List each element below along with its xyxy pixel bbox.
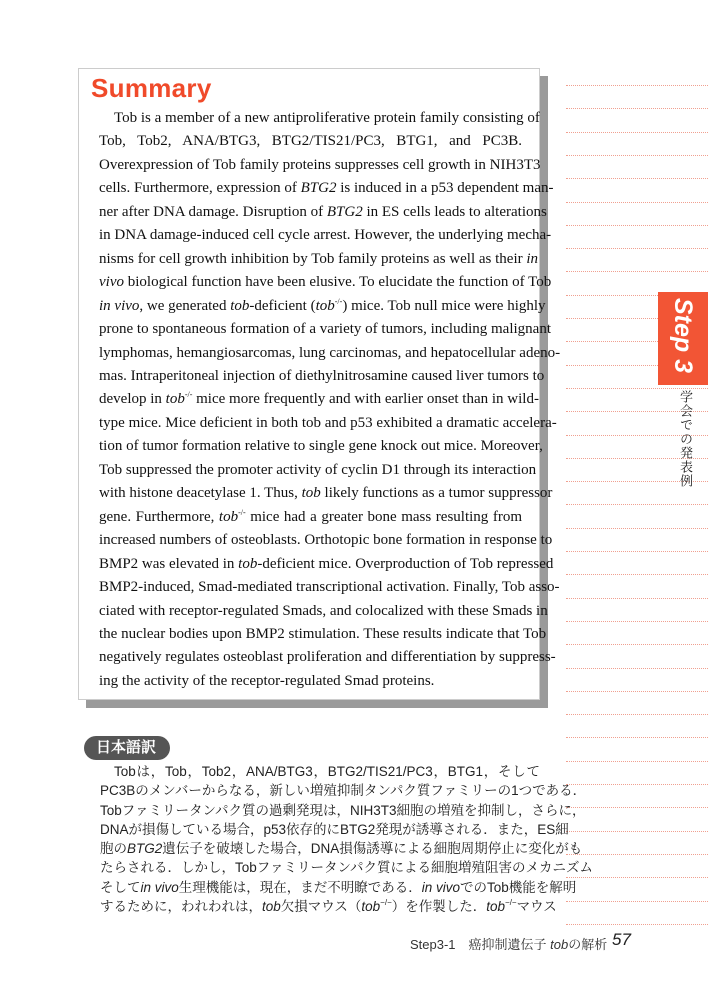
note-rule bbox=[566, 598, 708, 599]
text-segment: Tob, Tob2, ANA/BTG3, BTG2/TIS21/PC3, BTG1, and PC3B. bbox=[99, 133, 522, 150]
text-segment: cells. Furthermore, expression of bbox=[99, 180, 301, 197]
italic-term: vivo bbox=[99, 274, 124, 291]
note-rule bbox=[566, 248, 708, 249]
text-line bbox=[99, 623, 547, 646]
text-line bbox=[99, 318, 551, 341]
italic-term: BTG2 bbox=[326, 203, 363, 220]
text-segment: with histone deacetylase 1. Thus, bbox=[99, 485, 302, 502]
text-segment: lymphomas, hemangiosarcomas, lung carcinomas, and hepatocellular adeno- bbox=[99, 344, 561, 361]
text-line bbox=[99, 201, 547, 224]
text-line bbox=[99, 459, 537, 482]
note-rule bbox=[566, 784, 708, 785]
italic-term: tob bbox=[315, 297, 335, 314]
text-segment: increased numbers of osteoblasts. Orthotopic bone formation in response to bbox=[99, 532, 553, 549]
text-line bbox=[99, 177, 554, 200]
text-line bbox=[99, 130, 522, 153]
note-rule bbox=[566, 388, 708, 389]
note-rule bbox=[566, 644, 708, 645]
text-segment: PC3Bのメンバーからなる，新しい増殖抑制タンパク質ファミリーの1つである． bbox=[100, 783, 587, 799]
note-rule bbox=[566, 807, 708, 808]
italic-term: in vivo bbox=[99, 297, 140, 314]
superscript: -/- bbox=[184, 390, 193, 400]
text-line bbox=[99, 506, 522, 529]
text-line bbox=[99, 482, 553, 505]
text-line bbox=[99, 224, 552, 247]
superscript: -/- bbox=[334, 296, 343, 306]
note-rule bbox=[566, 854, 708, 855]
step-tab-subtitle: 学会での発表例 bbox=[678, 390, 693, 488]
text-segment: するために，われわれは， bbox=[100, 899, 262, 915]
text-segment: 欠損マウス（ bbox=[280, 899, 362, 915]
text-segment: tion of tumor formation relative to single gene knock out mice. Moreover, bbox=[99, 438, 543, 455]
note-rule bbox=[566, 178, 708, 179]
footer-section: Step3-1 癌抑制遺伝子 bbox=[410, 937, 551, 952]
note-rule bbox=[566, 85, 708, 86]
text-segment: でのTob機能を解明 bbox=[460, 879, 577, 895]
text-segment: in ES cells leads to alterations bbox=[362, 203, 547, 220]
running-footer bbox=[410, 934, 607, 953]
text-segment: likely functions as a tumor suppressor bbox=[320, 485, 553, 502]
text-line bbox=[100, 839, 583, 858]
text-segment: in DNA damage-induced cell cycle arrest. However, the underlying mecha- bbox=[99, 227, 552, 244]
text-segment: type mice. Mice deficient in both tob and p53 exhibited a dramatic accelera- bbox=[99, 414, 557, 431]
summary-box bbox=[78, 68, 561, 700]
text-line bbox=[99, 154, 541, 177]
note-rule bbox=[566, 528, 708, 529]
text-segment: is induced in a p53 dependent man- bbox=[336, 180, 554, 197]
summary-body bbox=[99, 107, 561, 693]
page-number: 57 bbox=[612, 930, 631, 949]
footer-suffix: の解析 bbox=[568, 937, 608, 952]
note-rule bbox=[566, 831, 708, 832]
text-line bbox=[99, 670, 522, 693]
step-tab-label: Step 3 bbox=[669, 298, 697, 374]
italic-term: tob bbox=[262, 899, 281, 915]
note-rule bbox=[566, 202, 708, 203]
text-segment: mice had a greater bone mass resulting from bbox=[245, 508, 522, 525]
italic-term: in bbox=[526, 250, 539, 267]
text-segment: 生理機能は，現在，まだ不明瞭である． bbox=[178, 879, 422, 895]
text-segment: develop in bbox=[99, 391, 166, 408]
japanese-translation-badge: 日本語訳 bbox=[84, 736, 170, 760]
text-segment: ner after DNA damage. Disruption of bbox=[99, 203, 327, 220]
text-segment: BMP2-induced, Smad-mediated transcriptional activation. Finally, Tob asso- bbox=[99, 579, 560, 596]
note-rule bbox=[566, 155, 708, 156]
text-segment: mas. Intraperitoneal injection of diethylnitrosamine caused liver tumors to bbox=[99, 367, 545, 384]
superscript: −/− bbox=[380, 898, 392, 908]
text-line bbox=[100, 762, 540, 781]
italic-term: tob bbox=[301, 485, 321, 502]
note-rule bbox=[566, 668, 708, 669]
note-rule bbox=[566, 877, 708, 878]
text-line bbox=[99, 600, 548, 623]
text-segment: ciated with receptor-regulated Smads, and colocalized with these Smads in bbox=[99, 602, 548, 619]
note-rule bbox=[566, 225, 708, 226]
text-line bbox=[99, 107, 540, 130]
footer-gene: tob bbox=[550, 937, 569, 952]
note-rule bbox=[566, 924, 708, 925]
text-segment: マウス bbox=[516, 899, 557, 915]
superscript: -/- bbox=[238, 507, 246, 517]
text-line bbox=[99, 576, 560, 599]
italic-term: in vivo bbox=[421, 879, 461, 895]
note-rule bbox=[566, 271, 708, 272]
note-rule bbox=[566, 574, 708, 575]
text-line bbox=[99, 365, 545, 388]
text-line bbox=[100, 781, 587, 800]
note-rule bbox=[566, 737, 708, 738]
text-line bbox=[99, 388, 539, 411]
text-segment: gene. Furthermore, bbox=[99, 508, 219, 525]
text-line bbox=[99, 342, 561, 365]
japanese-translation-body bbox=[100, 762, 594, 916]
text-segment: Tobファミリータンパク質の過剰発現は，NIH3T3細胞の増殖を抑制し，さらに， bbox=[100, 802, 586, 818]
text-line bbox=[100, 801, 586, 820]
note-rule bbox=[566, 551, 708, 552]
text-segment: -deficient ( bbox=[249, 297, 316, 314]
note-rule bbox=[566, 901, 708, 902]
text-segment: -deficient mice. Overproduction of Tob repressed bbox=[257, 555, 554, 572]
italic-term: tob bbox=[165, 391, 185, 408]
note-rule bbox=[566, 132, 708, 133]
italic-term: in vivo bbox=[140, 879, 179, 895]
text-segment: Overexpression of Tob family proteins suppresses cell growth in NIH3T3 bbox=[99, 156, 541, 173]
text-segment: negatively regulates osteoblast proliferation and differentiation by suppress- bbox=[99, 649, 556, 666]
text-segment: ) mice. Tob null mice were highly bbox=[342, 297, 546, 314]
text-segment: Tob is a member of a new antiproliferative protein family consisting of bbox=[114, 110, 540, 126]
ruled-notes-margin bbox=[566, 0, 708, 1000]
note-rule bbox=[566, 108, 708, 109]
text-line bbox=[99, 646, 556, 669]
text-segment: nisms for cell growth inhibition by Tob family proteins as well as their bbox=[99, 250, 527, 267]
text-segment: mice more frequently and with earlier onset than in wild- bbox=[192, 391, 539, 408]
italic-term: tob bbox=[230, 297, 250, 314]
summary-title: Summary bbox=[91, 73, 212, 103]
italic-term: tob bbox=[218, 508, 239, 525]
note-rule bbox=[566, 714, 708, 715]
text-line bbox=[99, 295, 546, 318]
text-line bbox=[99, 412, 557, 435]
text-line bbox=[99, 248, 539, 271]
text-line bbox=[99, 529, 553, 552]
text-segment: たらされる．しかし，Tobファミリータンパク質による細胞増殖阻害のメカニズム bbox=[100, 860, 594, 876]
italic-term: tob bbox=[238, 555, 258, 572]
text-segment: Tob suppressed the promoter activity of cyclin D1 through its interaction bbox=[99, 461, 537, 478]
text-line bbox=[100, 858, 594, 877]
italic-term: BTG2 bbox=[127, 841, 163, 857]
superscript: −/− bbox=[505, 898, 517, 908]
text-segment: biological function have been elusive. To elucidate the function of Tob bbox=[123, 274, 552, 291]
italic-term: tob bbox=[361, 899, 381, 915]
text-segment: DNAが損傷している場合，p53依存的にBTG2発現が誘導される．また，ES細 bbox=[100, 821, 569, 837]
italic-term: tob bbox=[486, 899, 506, 915]
note-rule bbox=[566, 621, 708, 622]
text-line bbox=[100, 820, 569, 839]
note-rule bbox=[566, 691, 708, 692]
note-rule bbox=[566, 504, 708, 505]
italic-term: BTG2 bbox=[300, 180, 337, 197]
text-segment: the nuclear bodies upon BMP2 stimulation. These results indicate that Tob bbox=[99, 625, 547, 642]
text-segment: そして bbox=[100, 879, 141, 895]
text-segment: ）を作製した． bbox=[391, 899, 487, 915]
text-segment: 遺伝子を破壊した場合，DNA損傷誘導による細胞周期停止に変化がも bbox=[162, 841, 583, 857]
text-line bbox=[100, 878, 577, 897]
text-line bbox=[99, 271, 552, 294]
text-line bbox=[100, 897, 557, 916]
text-segment: Tobは，Tob，Tob2，ANA/BTG3，BTG2/TIS21/PC3，BTG1，そして bbox=[114, 764, 540, 779]
note-rule bbox=[566, 761, 708, 762]
text-segment: ing the activity of the receptor-regulated Smad proteins. bbox=[99, 672, 435, 689]
text-line bbox=[99, 553, 554, 576]
text-segment: , we generated bbox=[139, 297, 231, 314]
text-line bbox=[99, 435, 543, 458]
text-segment: 胞の bbox=[100, 841, 127, 857]
text-segment: prone to spontaneous formation of a variety of tumors, including malignant bbox=[99, 321, 551, 338]
text-segment: BMP2 was elevated in bbox=[99, 555, 239, 572]
